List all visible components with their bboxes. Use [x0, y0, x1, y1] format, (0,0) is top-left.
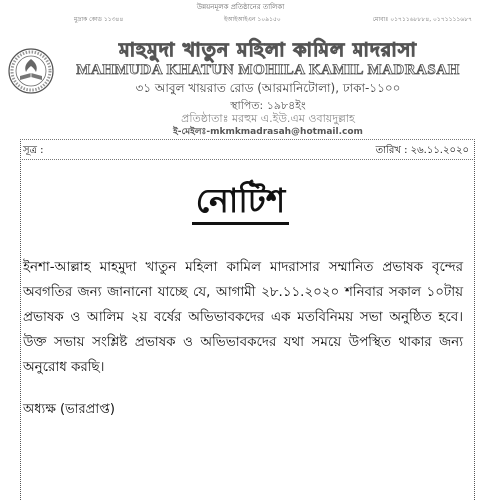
reference-label: সূত্র :: [23, 145, 44, 156]
notice-date: তারিখ : ২৬.১১.২০২০: [375, 145, 469, 156]
notice-body: ইনশা-আল্লাহ মাহমুদা খাতুন মহিলা কামিল মাদরাসার সম্মানিত প্রভাষক বৃন্দের অবগতির জন্য জানানো যাচ্ছে যে, আগামী ২৮.১১.২০২০ শনিবার সকাল ১০টায় প্রভাষক ও আলিম ২য় বর্ষের অভিভাবকদের এক মতবিনিময় সভা অনুষ্ঠিত হবে। উক্ত সভায় সংশ্লিষ্ট প্রভাষক ও অভিভাবকদের যথা সময়ে উপস্থিত থাকার জন্য অনুরোধ করছি।: [23, 260, 463, 375]
eiin-code: ইআইআইএন ১০৯১৫০: [224, 16, 281, 23]
top-note: উন্নয়নমূলক প্রতিষ্ঠানের তালিকা: [196, 3, 285, 11]
madrasah-logo: [8, 48, 54, 94]
institution-name-en: MAHMUDA KHATUN MOHILA KAMIL MADRASAH: [76, 62, 460, 78]
institution-name-bn: মাহমুদা খাতুন মহিলা কামিল মাদরাসা: [119, 39, 417, 61]
notice-title-wrap: [0, 180, 481, 225]
institution-code: মুদ্রাক কোড ১১৩৪৪: [74, 16, 124, 23]
signature: অধ্যক্ষ (ভারপ্রাপ্ত): [23, 402, 115, 417]
phone-numbers: মোবাঃ ০১৭১১৬৮৮৮৪, ০১৭১১১১৬৮৭: [372, 16, 472, 23]
founder-line: প্রতিষ্ঠাতাঃ মরহুম এ.ইউ.এম ওবায়দুল্লাহ: [181, 112, 355, 125]
established-year: স্থাপিত: ১৯৮৪ইং: [230, 99, 306, 112]
email-address: ই-মেইলঃ-mkmkmadrasah@hotmail.com: [173, 127, 363, 137]
notice-title: নোটিশ: [192, 180, 290, 225]
institution-address: ৩১ আবুল খায়রাত রোড (আরমানিটোলা), ঢাকা-১১০০: [135, 81, 401, 95]
